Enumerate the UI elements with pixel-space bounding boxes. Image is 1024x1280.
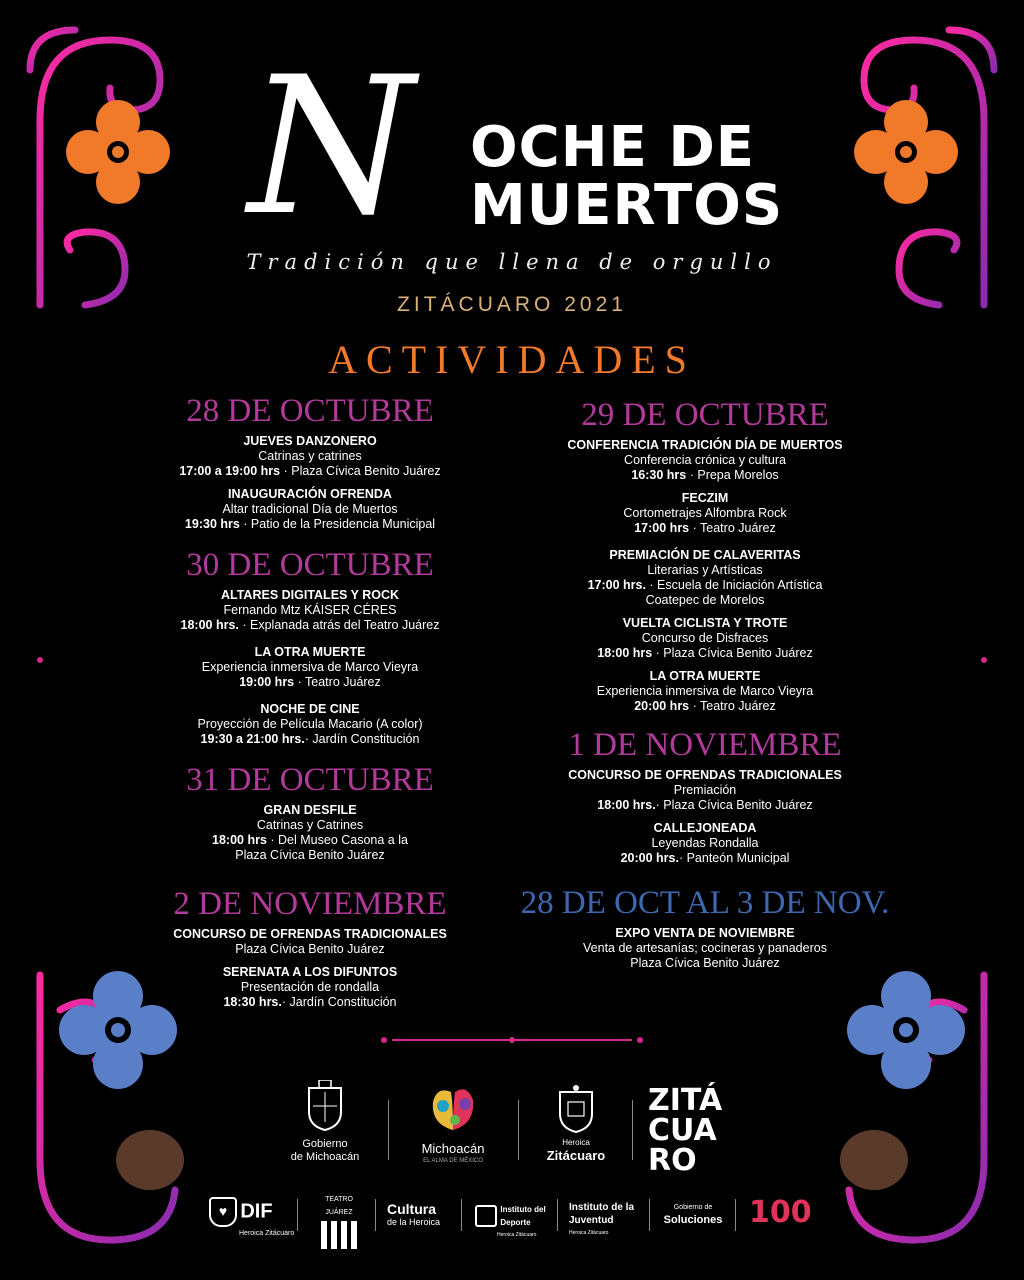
- event: [520, 768, 890, 813]
- event-name: ALTARES DIGITALES Y ROCK: [220, 588, 400, 602]
- left-column: [150, 392, 470, 1018]
- side-dot-left: [37, 657, 43, 663]
- event: [520, 669, 890, 714]
- date-heading: 28 DE OCT AL 3 DE NOV.: [520, 885, 890, 921]
- place-value: · Plaza Cívica Benito Juárez: [655, 798, 813, 812]
- place-value: · Patio de la Presidencia Municipal: [239, 517, 436, 531]
- event: [520, 926, 890, 971]
- heroica-label: Heroica: [562, 1138, 590, 1147]
- teatro-juarez-logo: [317, 1193, 361, 1249]
- event-place-line: Plaza Cívica Benito Juárez: [235, 848, 385, 862]
- title-line-1: OCHE DE: [470, 115, 756, 180]
- section-title: ACTIVIDADES: [328, 337, 696, 382]
- event-name: SERENATA A LOS DIFUNTOS: [222, 965, 398, 979]
- cultura-logo: [387, 1203, 440, 1229]
- event-time: [520, 578, 890, 593]
- place-value: · Teatro Juárez: [294, 675, 381, 689]
- title-line-2: MUERTOS: [470, 173, 784, 238]
- time-value: 17:00 hrs.: [587, 578, 646, 592]
- place-year: ZITÁCUARO 2021: [397, 293, 627, 316]
- place-value: · Teatro Juárez: [689, 521, 776, 535]
- date-heading: 30 DE OCTUBRE: [186, 547, 434, 583]
- event-time: [150, 833, 470, 848]
- event: [520, 616, 890, 661]
- event-time: [150, 618, 470, 633]
- event-desc: Experiencia inmersiva de Marco Vieyra: [596, 684, 814, 698]
- logo-separator: [632, 1100, 633, 1160]
- michoacan-label: Michoacán: [421, 1141, 485, 1156]
- michoacan-tagline: EL ALMA DE MÉXICO: [423, 1158, 483, 1164]
- event-time: [150, 464, 470, 479]
- logo-separator: [518, 1100, 519, 1160]
- event-time: [520, 521, 890, 536]
- event-desc: Literarias y Artísticas: [647, 563, 763, 577]
- cien-logo: [749, 1197, 812, 1229]
- event-name: VUELTA CICLISTA Y TROTE: [622, 616, 788, 630]
- event-time: [520, 699, 890, 714]
- event-desc: Presentación de rondalla: [240, 980, 380, 994]
- event-time: [520, 468, 890, 483]
- heroica-zitacuaro-logo: [526, 1084, 626, 1162]
- logo-separator: [735, 1199, 736, 1231]
- event: [520, 491, 890, 536]
- time-value: 19:30 hrs: [184, 517, 240, 531]
- michoacan-logo: [398, 1080, 508, 1168]
- event: [150, 645, 470, 690]
- date-heading: 1 DE NOVIEMBRE: [568, 727, 842, 763]
- event: [150, 702, 470, 747]
- event-name: CALLEJONEADA: [653, 821, 757, 835]
- place-value: · Panteón Municipal: [678, 851, 790, 865]
- event-desc: Premiación: [673, 783, 737, 797]
- subtitle: Tradición que llena de orgullo: [246, 250, 778, 274]
- event-desc: Experiencia inmersiva de Marco Vieyra: [201, 660, 419, 674]
- event-desc: Plaza Cívica Benito Juárez: [235, 942, 385, 956]
- time-value: 18:00 hrs.: [180, 618, 239, 632]
- logo-separator: [297, 1199, 298, 1231]
- columns-icon: [321, 1221, 357, 1249]
- instituto-deporte-logo: [475, 1203, 555, 1242]
- heart-icon: ♥: [209, 1197, 237, 1227]
- time-value: 20:00 hrs: [634, 699, 690, 713]
- event-time: [520, 646, 890, 661]
- event-name: CONCURSO DE OFRENDAS TRADICIONALES: [568, 768, 842, 782]
- event-name: PREMIACIÓN DE CALAVERITAS: [609, 548, 801, 562]
- place-value: · Del Museo Casona a la: [266, 833, 408, 847]
- event-place-line: Plaza Cívica Benito Juárez: [630, 956, 780, 970]
- logo-separator: [375, 1199, 376, 1231]
- event-name: JUEVES DANZONERO: [243, 434, 377, 448]
- logo-separator: [461, 1199, 462, 1231]
- event: [520, 548, 890, 608]
- event-name: CONCURSO DE OFRENDAS TRADICIONALES: [173, 927, 447, 941]
- teatro-label: TEATRO JUÁREZ: [325, 1196, 353, 1216]
- zitacuaro-wordmark: [648, 1083, 748, 1178]
- place-value: · Jardín Constitución: [304, 732, 420, 746]
- event: [150, 965, 470, 1010]
- place-value: · Plaza Cívica Benito Juárez: [652, 646, 813, 660]
- logo-separator: [649, 1199, 650, 1231]
- blue-flower-right: [847, 971, 965, 1089]
- event-desc: Fernando Mtz KÁISER CÉRES: [223, 603, 397, 617]
- zita-line-2: CUA: [648, 1113, 717, 1148]
- shield-icon: [305, 1080, 345, 1132]
- event: [150, 803, 470, 863]
- zita-line-3: RO: [648, 1143, 697, 1178]
- place-value: · Prepa Morelos: [686, 468, 779, 482]
- place-value: · Plaza Cívica Benito Juárez: [280, 464, 441, 478]
- date-heading: 31 DE OCTUBRE: [186, 762, 434, 798]
- time-value: 17:00 a 19:00 hrs: [179, 464, 281, 478]
- event-name: INAUGURACIÓN OFRENDA: [228, 487, 392, 501]
- soluciones-sub: Gobierno de: [673, 1204, 713, 1211]
- event-desc: Venta de artesanías; cocineras y panaderos: [583, 941, 827, 955]
- event-name: FECZIM: [681, 491, 729, 505]
- event-desc: Catrinas y Catrines: [256, 818, 364, 832]
- event-name: LA OTRA MUERTE: [254, 645, 366, 659]
- dif-label: DIF: [240, 1200, 273, 1223]
- event-desc: Proyección de Película Macario (A color): [197, 717, 423, 731]
- time-value: 18:30 hrs.: [223, 995, 282, 1009]
- gob-line-1: Gobierno: [302, 1138, 348, 1150]
- heroica-city: Zitácuaro: [546, 1148, 606, 1163]
- time-value: 18:00 hrs.: [597, 798, 656, 812]
- time-value: 18:00 hrs: [212, 833, 267, 847]
- event-desc: Cortometrajes Alfombra Rock: [623, 506, 787, 520]
- time-value: 16:30 hrs: [631, 468, 687, 482]
- date-heading: 29 DE OCTUBRE: [581, 397, 829, 433]
- divider-dot: [381, 1037, 387, 1043]
- event-time: [520, 798, 890, 813]
- dif-sub: Heroica Zitácuaro: [239, 1230, 295, 1237]
- deporte-label: Instituto del Deporte: [500, 1205, 546, 1227]
- cien-label: 100: [749, 1195, 812, 1230]
- time-value: 19:30 a 21:00 hrs.: [200, 732, 305, 746]
- instituto-juventud-logo: [569, 1201, 641, 1240]
- date-heading: 2 DE NOVIEMBRE: [173, 886, 447, 922]
- event: [520, 821, 890, 866]
- date-heading: 28 DE OCTUBRE: [186, 393, 434, 429]
- place-value: · Escuela de Iniciación Artística: [645, 578, 823, 592]
- gobierno-michoacan-logo: [270, 1080, 380, 1164]
- time-value: 20:00 hrs.: [620, 851, 679, 865]
- event-desc: Conferencia crónica y cultura: [624, 453, 786, 467]
- runner-icon: [475, 1205, 497, 1227]
- cultura-sub: de la Heroica: [387, 1217, 441, 1227]
- event-name: GRAN DESFILE: [263, 803, 357, 817]
- event-desc: Leyendas Rondalla: [651, 836, 759, 850]
- event-time: [150, 517, 470, 532]
- event-name: EXPO VENTA DE NOVIEMBRE: [615, 926, 795, 940]
- side-dot-right: [981, 657, 987, 663]
- place-value: · Jardín Constitución: [281, 995, 397, 1009]
- event-desc: Concurso de Disfraces: [641, 631, 769, 645]
- event-desc: Altar tradicional Día de Muertos: [222, 502, 398, 516]
- event: [150, 588, 470, 633]
- time-value: 18:00 hrs: [597, 646, 653, 660]
- event-time: [150, 732, 470, 747]
- title-initial: N: [248, 36, 415, 257]
- event: [150, 487, 470, 532]
- sponsor-logo-row: [270, 1080, 770, 1178]
- skull-right: [840, 1130, 908, 1190]
- event-name: NOCHE DE CINE: [260, 702, 360, 716]
- event: [520, 438, 890, 483]
- event-place-line: Coatepec de Morelos: [645, 593, 765, 607]
- event-name: LA OTRA MUERTE: [649, 669, 761, 683]
- event-time: [150, 675, 470, 690]
- deporte-sub: Heroica Zitácuaro: [497, 1232, 537, 1238]
- soluciones-label: Soluciones: [663, 1214, 723, 1226]
- place-value: · Teatro Juárez: [689, 699, 776, 713]
- divider-dot: [509, 1037, 515, 1043]
- logo-separator: [388, 1100, 389, 1160]
- zita-line-1: ZITÁ: [648, 1083, 723, 1118]
- divider-dot: [637, 1037, 643, 1043]
- bottom-logo-row: [205, 1193, 825, 1237]
- cultura-label: Cultura: [387, 1201, 436, 1217]
- gob-line-2: de Michoacán: [290, 1151, 360, 1163]
- gobierno-soluciones-logo: [657, 1201, 729, 1227]
- event-time: [520, 851, 890, 866]
- coat-of-arms-icon: [556, 1084, 596, 1134]
- skull-left: [116, 1130, 184, 1190]
- orange-flower-left: [66, 100, 170, 204]
- event-time: [150, 995, 470, 1010]
- event-name: CONFERENCIA TRADICIÓN DÍA DE MUERTOS: [567, 438, 843, 452]
- event: [150, 434, 470, 479]
- logo-separator: [557, 1199, 558, 1231]
- time-value: 17:00 hrs: [634, 521, 690, 535]
- juventud-sub: Heroica Zitácuaro: [569, 1230, 609, 1236]
- dif-logo: [209, 1197, 294, 1240]
- event: [150, 927, 470, 957]
- time-value: 19:00 hrs: [239, 675, 295, 689]
- right-column: [520, 396, 890, 979]
- juventud-label: Instituto de la Juventud: [569, 1202, 634, 1226]
- event-desc: Catrinas y catrines: [258, 449, 362, 463]
- butterfly-icon: [425, 1080, 481, 1140]
- orange-flower-right: [854, 100, 958, 204]
- place-value: · Explanada atrás del Teatro Juárez: [238, 618, 440, 632]
